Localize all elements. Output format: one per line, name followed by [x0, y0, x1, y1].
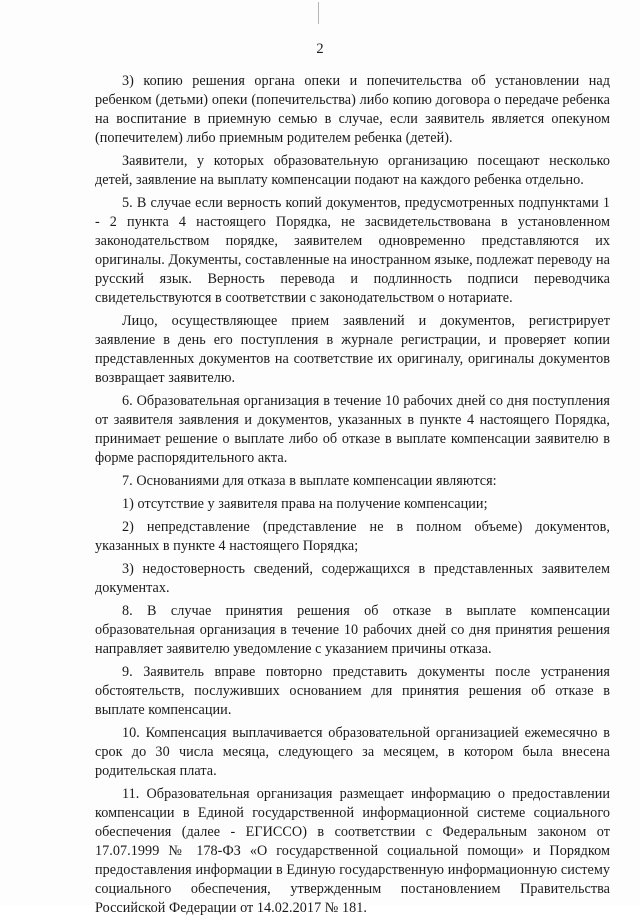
paragraph-7-1: 1) отсутствие у заявителя права на получение компенсации;: [122, 496, 488, 512]
paragraph-10-payment-schedule: 10. Компенсация выплачивается образовательной организацией ежемесячно в срок до 30 числа месяца, следующего за месяцем, в котором была внесена родительская плата.: [95, 725, 610, 779]
paragraph-7-refusal-grounds: 7. Основаниями для отказа в выплате компенсации являются:: [122, 473, 497, 489]
paragraph-5-copies-verification: 5. В случае если верность копий документов, предусмотренных подпунктами 1 - 2 пункта 4 настоящего Порядка, не засвидетельствована в установленном законодательством порядке, заявителем одновременно представляются их оригиналы. Документы, составленные на иностранном языке, подлежат переводу на русский язык. Верность перевода и подлинность подписи переводчика свидетельствуются в соответствии с законодательством о нотариате.: [95, 195, 610, 306]
paragraph-8-refusal-notice: 8. В случае принятия решения об отказе в выплате компенсации образовательная организация в течение 10 рабочих дней со дня принятия решения направляет заявителю уведомление с указанием причины отказа.: [95, 603, 610, 657]
paragraph-9-resubmission: 9. Заявитель вправе повторно представить документы после устранения обстоятельств, послуживших основанием для принятия решения об отказе в выплате компенсации.: [95, 664, 610, 718]
page-number: 2: [316, 41, 324, 57]
paragraph-11-egisso: 11. Образовательная организация размещает информацию о предоставлении компенсации в Единой государственной информационной системе социального обеспечения (далее - ЕГИССО) в соответствии с Федеральным законом от 17.07.1999 № 178-ФЗ «О государственной социальной помощи» и Порядком предоставления информации в Единую государственную информационную систему социального обеспечения, утвержденным постановлением Правительства Российской Федерации от 14.02.2017 № 181.: [95, 786, 610, 916]
paragraph-7-3: 3) недостоверность сведений, содержащихся в представленных заявителем документах.: [95, 561, 610, 596]
paragraph-registration: Лицо, осуществляющее прием заявлений и документов, регистрирует заявление в день его поступления в журнале регистрации, и проверяет копии представленных документов на соответствие их оригиналу, оригиналы документов возвращает заявителю.: [95, 313, 610, 386]
document-body: [95, 72, 610, 922]
paragraph-7-2: 2) непредставление (представление не в полном объеме) документов, указанных в пункте 4 настоящего Порядка;: [95, 519, 610, 554]
paragraph-item-3-guardianship: 3) копию решения органа опеки и попечительства об установлении над ребенком (детьми) опеки (попечительства) либо копию договора о передаче ребенка на воспитание в приемную семью в случае, если заявитель является опекуном (попечителем) либо приемным родителем ребенка (детей).: [95, 73, 610, 146]
scan-artifact-line: [318, 2, 319, 24]
paragraph-several-children: Заявители, у которых образовательную организацию посещают несколько детей, заявление на выплату компенсации подают на каждого ребенка отдельно.: [95, 153, 610, 188]
paragraph-6-decision: 6. Образовательная организация в течение 10 рабочих дней со дня поступления от заявителя заявления и документов, указанных в пункте 4 настоящего Порядка, принимает решение о выплате либо об отказе в выплате компенсации заявителю в форме распорядительного акта.: [95, 393, 610, 466]
